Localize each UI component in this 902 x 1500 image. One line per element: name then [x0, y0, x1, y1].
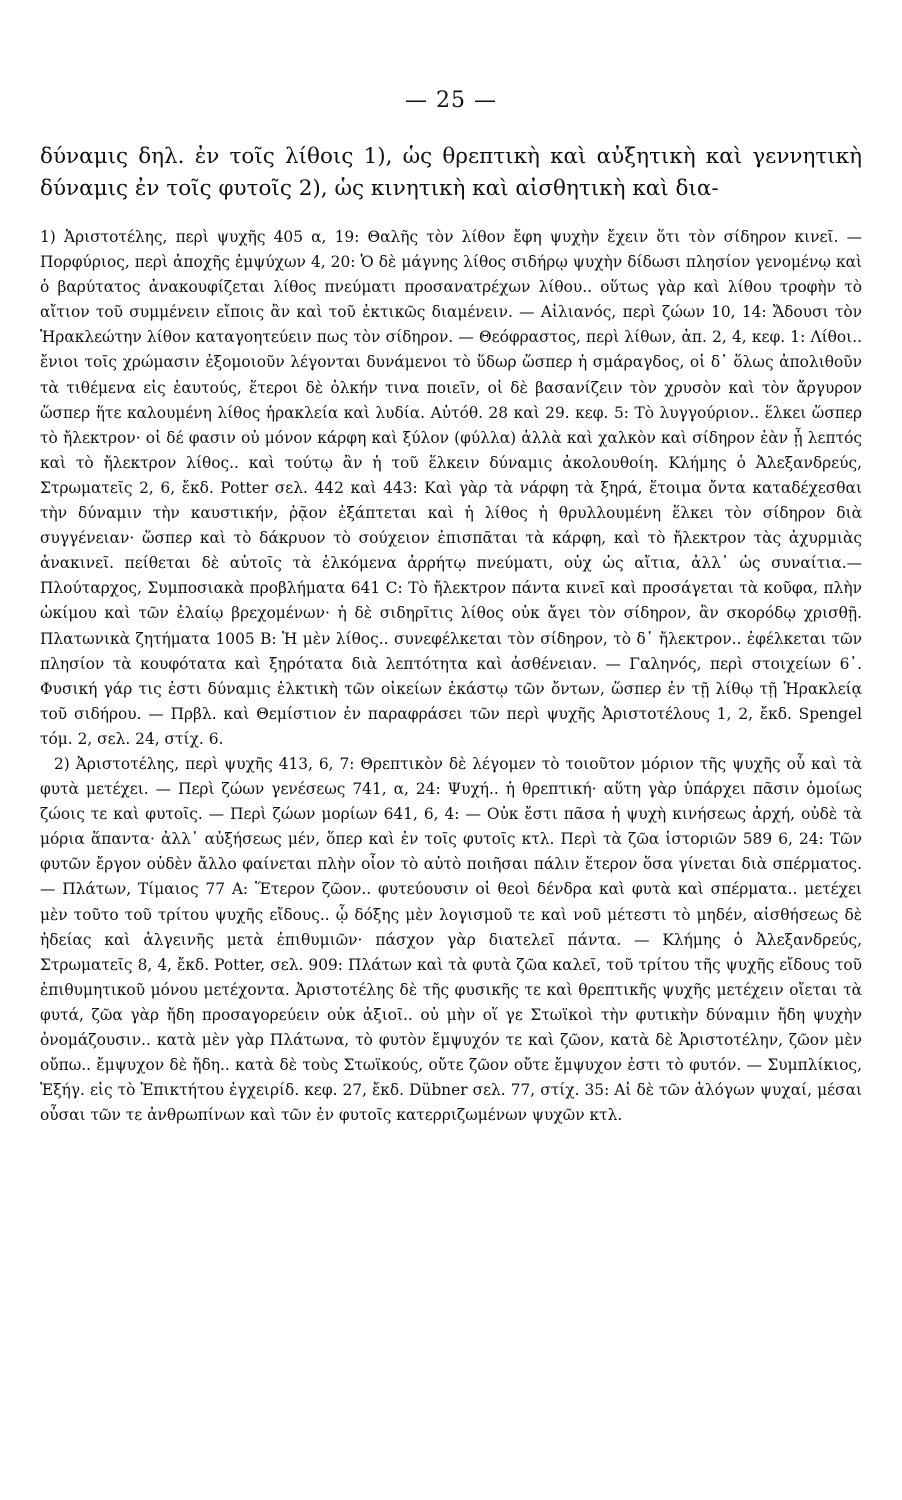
page-number: — 25 — [405, 88, 497, 113]
main-text-block [40, 141, 862, 205]
footnotes-block [40, 225, 862, 1128]
main-paragraph: δύναμις δηλ. ἐν τοῖς λίθοις 1), ὡς θρεπτικὴ καὶ αὐξητικὴ καὶ γεννητικὴ δύναμις ἐν τοῖς φυτοῖς 2), ὡς κινητικὴ καὶ αἰσθητικὴ καὶ δια- [40, 144, 862, 201]
footnote-1 [40, 225, 862, 752]
footnote-2 [40, 752, 862, 1128]
footnote-2-marker: 2) [54, 754, 70, 773]
footnote-1-marker: 1) [40, 228, 56, 246]
footnote-1-text: Ἀριστοτέλης, περὶ ψυχῆς 405 α, 19: Θαλῆς τὸν λίθον ἔφη ψυχὴν ἔχειν ὅτι τὸν σίδηρον κινεῖ. — Πορφύριος, περὶ ἀποχῆς ἐμψύχων 4, 20: Ὁ δὲ μάγνης λίθος σιδήρῳ ψυχὴν δίδωσι πλησίον γενομένῳ καὶ ὁ βαρύτατος ἀνακουφίζεται λίθος πνεύματι προσανατρέχων λίθου.. οὕτως γὰρ καὶ λίθου τροφὴν τὸ αἴτιον τοῦ συμμένειν εἴποις ἂν καὶ τοῦ ἐκτικῶς διαμένειν. — Αἰλιανός, περὶ ζώων 10, 14: Ἄδουσι τὸν Ἡρακλεώτην λίθον καταγοητεύειν πως τὸν σίδηρον. — Θεόφραστος, περὶ λίθων, ἀπ. 2, 4, κεφ. 1: Λίθοι.. ἔνιοι τοῖς χρώμασιν ἐξομοιοῦν λέγονται δυνάμενοι τὸ ὕδωρ ὥσπερ ἡ σμάραγδος, οἱ δ᾽ ὅλως ἀπολιθοῦν τὰ τιθέμενα εἰς ἑαυτούς, ἕτεροι δὲ ὁλκήν τινα ποιεῖν, οἱ δὲ βασανίζειν τὸν χρυσὸν καὶ τὸν ἄργυρον ὥσπερ ἥτε καλουμένη λίθος ἡρακλεία καὶ λυδία. Αὐτόθ. 28 καὶ 29. κεφ. 5: Τὸ λυγγούριον.. ἕλκει ὥσπερ τὸ ἤλεκτρον· οἱ δέ φασιν οὐ μόνον κάρφη καὶ ξύλον (φύλλα) ἀλλὰ καὶ χαλκὸν καὶ σίδηρον ἐὰν ᾖ λεπτός καὶ τὸ ἤλεκτρον λίθος.. καὶ τούτῳ ἂν ἡ τοῦ ἕλκειν δύναμις ἀκολουθοίη. Κλήμης ὁ Ἀλεξανδρεύς, Στρωματεῖς 2, 6, ἔκδ. Potter σελ. 442 καὶ 443: Καὶ γὰρ τὰ νάρφη τὰ ξηρά, ἕτοιμα ὄντα καταδέχεσθαι τὴν δύναμιν τὴν καυστικήν, ῥᾷον ἐξάπτεται καὶ ἡ λίθος ἡ θρυλλουμένη ἕλκει τὸν σίδηρον διὰ συγγένειαν· ὥσπερ καὶ τὸ δάκρυον τὸ σούχειον ἐπισπᾶται τὰ κάρφη, καὶ τὸ ἤλεκτρον τὰς ἀχυρμιὰς ἀνακινεῖ. πείθεται δὲ αὐτοῖς τὰ ἑλκόμενα ἀρρήτῳ πνεύματι, οὐχ ὡς αἴτια, ἀλλ᾽ ὡς συναίτια.—Πλούταρχος, Συμποσιακὰ προβλήματα 641 C: Τὸ ἤλεκτρον πάντα κινεῖ καὶ προσάγεται τὰ κοῦφα, πλὴν ὠκίμου καὶ τῶν ἐλαίῳ βρεχομένων· ἡ δὲ σιδηρῖτις λίθος οὐκ ἄγει τὸν σίδηρον, ἂν σκορόδῳ χρισθῇ. Πλατωνικὰ ζητήματα 1005 Β: Ἡ μὲν λίθος.. συνεφέλκεται τὸν σίδηρον, τὸ δ᾽ ἤλεκτρον.. ἐφέλκεται τῶν πλησίον τὰ κουφότατα καὶ ξηρότατα διὰ λεπτότητα καὶ ἀσθένειαν. — Γαληνός, περὶ στοιχείων 6᾽. Φυσική γάρ τις ἐστι δύναμις ἑλκτικὴ τῶν οἰκείων ἑκάστῳ τῶν ὄντων, ὥσπερ ἐν τῇ λίθῳ τῇ Ἡρακλείᾳ τοῦ σιδήρου. — Πρβλ. καὶ Θεμίστιον ἐν παραφράσει τῶν περὶ ψυχῆς Ἀριστοτέλους 1, 2, ἔκδ. Spengel τόμ. 2, σελ. 24, στίχ. 6. [40, 228, 862, 748]
footnote-2-text: Ἀριστοτέλης, περὶ ψυχῆς 413, 6, 7: Θρεπτικὸν δὲ λέγομεν τὸ τοιοῦτον μόριον τῆς ψυχῆς οὗ καὶ τὰ φυτὰ μετέχει. — Περὶ ζώων γενέσεως 741, α, 24: Ψυχή.. ἡ θρεπτική· αὕτη γὰρ ὑπάρχει πᾶσιν ὁμοίως ζώοις τε καὶ φυτοῖς. — Περὶ ζώων μορίων 641, 6, 4: — Οὐκ ἔστι πᾶσα ἡ ψυχὴ κινήσεως ἀρχή, οὐδὲ τὰ μόρια ἅπαντα· ἀλλ᾽ αὐξήσεως μέν, ὅπερ καὶ ἐν τοῖς φυτοῖς κτλ. Περὶ τὰ ζῶα ἱστοριῶν 589 6, 24: Τῶν φυτῶν ἔργον οὐδὲν ἄλλο φαίνεται πλὴν οἷον τὸ αὐτὸ ποιῆσαι πάλιν ἕτερον ὅσα γίνεται διὰ σπέρματος. — Πλάτων, Τίμαιος 77 Α: Ἕτερον ζῶον.. φυτεύουσιν οἱ θεοὶ δένδρα καὶ φυτὰ καὶ σπέρματα.. μετέχει μὲν τοῦτο τοῦ τρίτου ψυχῆς εἴδους.. ᾧ δόξης μὲν λογισμοῦ τε καὶ νοῦ μέτεστι τὸ μηδέν, αἰσθήσεως δὲ ἡδείας καὶ ἀλγεινῆς μετὰ ἐπιθυμιῶν· πάσχον γὰρ διατελεῖ πάντα. — Κλήμης ὁ Ἀλεξανδρεύς, Στρωματεῖς 8, 4, ἔκδ. Potter, σελ. 909: Πλάτων καὶ τὰ φυτὰ ζῶα καλεῖ, τοῦ τρίτου τῆς ψυχῆς εἴδους τοῦ ἐπιθυμητικοῦ μόνου μετέχοντα. Ἀριστοτέλης δὲ τῆς φυσικῆς τε καὶ θρεπτικῆς ψυχῆς μετέχειν οἴεται τὰ φυτά, ζῶα γὰρ ἤδη προσαγορεύειν οὐκ ἀξιοῖ.. οὐ μὴν οἵ γε Στωϊκοὶ τὴν φυτικὴν δύναμιν ἤδη ψυχὴν ὀνομάζουσιν.. κατὰ μὲν γὰρ Πλάτωνα, τὸ φυτὸν ἔμψυχόν τε καὶ ζῶον, κατὰ δὲ Ἀριστοτέλην, ζῶον μὲν οὔπω.. ἔμψυχον δὲ ἤδη.. κατὰ δὲ τοὺς Στωϊκούς, οὔτε ζῶον οὔτε ἔμψυχον ἐστι τὸ φυτόν. — Συμπλίκιος, Ἐξήγ. εἰς τὸ Ἐπικτήτου ἐγχειρίδ. κεφ. 27, ἔκδ. Dübner σελ. 77, στίχ. 35: Αἱ δὲ τῶν ἀλόγων ψυχαί, μέσαι οὖσαι τῶν τε ἀνθρωπίνων καὶ τῶν ἐν φυτοῖς κατερριζωμένων ψυχῶν κτλ. [40, 754, 862, 1125]
